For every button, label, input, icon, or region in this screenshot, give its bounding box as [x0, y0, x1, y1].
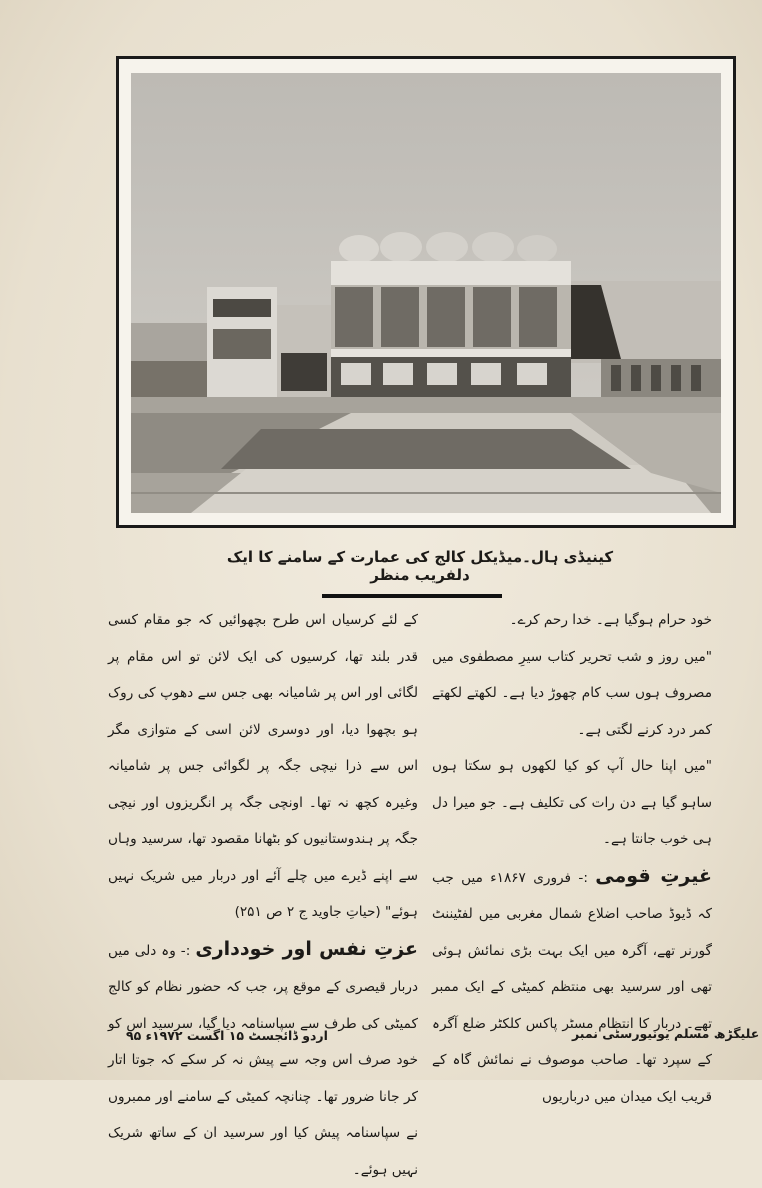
section-heading-izzat: عزتِ نفس اور خودداری	[195, 938, 418, 960]
left-column	[108, 602, 418, 1188]
left-paragraph-1: کے لئے کرسیاں اس طرح بچھوائیں کہ جو مقام کسی قدر بلند تھا، کرسیوں کی ایک لائن تو اس مقام پر لگائی اور اس پر شامیانہ بھی جس سے دھوپ کی روک ہو بچھوا دیا، اور دوسری لائن اسی کے متوازی مگر اس سے ذرا نیچی جگہ پر لگوائی جس پر شامیانہ وغیرہ کچھ نہ تھا۔ اونچی جگہ پر انگریزوں اور نیچی جگہ پر ہندوستانیوں کو بٹھانا مقصود تھا، سرسید وہاں سے اپنے ڈیرے میں چلے آئے اور دربار میں شریک نہیں ہوئے" (حیاتِ جاوید ج ۲ ص ۲۵۱)	[108, 602, 418, 931]
footer-issue-title: علیگڑھ مسلم یونیورسٹی نمبر	[572, 1026, 759, 1041]
left-section	[108, 931, 418, 1188]
right-paragraph-3: "میں اپنا حال آپ کو کیا لکھوں ہو سکتا ہوں ساہو گیا ہے دن رات کی تکلیف ہے۔ جو میرا دل ہی خوب جانتا ہے۔	[432, 748, 712, 858]
photo-caption: کینیڈی ہال۔میڈیکل کالج کی عمارت کے سامنے کا ایک دلفریب منظر	[220, 548, 620, 584]
section-heading-ghairat: غیرتِ قومی	[595, 865, 712, 887]
left-section-body: :- وہ دلی میں دربار قیصری کے موقع پر، جب کہ حضور نظام کو کالج کمیٹی کی طرف سے سپاسنامہ دیا گیا، سرسید اس کو خود صرف اس وجہ سے پیش نہ کر سکے کہ جوتا اتار کر جانا ضرور تھا۔ چنانچہ کمیٹی کے سامنے اور ممبروں نے سپاسنامہ پیش کیا اور سرسید ان کے ساتھ شریک نہیں ہوئے۔	[108, 943, 418, 1178]
footer-page-info: اردو ڈائجسٹ ۱۵ اگست ۱۹۷۲ء ۹۵	[126, 1028, 328, 1043]
kennedy-hall-photo	[131, 73, 721, 513]
right-section-body: :- فروری ۱۸۶۷ء میں جب کہ ڈیوڈ صاحب اضلاع شمال مغربی میں لفٹیننٹ گورنر تھے، آگرہ میں ایک بہت بڑی نمائش ہوئی تھی اور سرسید بھی منتظم کمیٹی کے ایک ممبر تھے۔ دربار کا انتظام مسٹر پاکس کلکٹر ضلع آگرہ کے سپرد تھا۔ صاحب موصوف نے نمائش گاہ کے قریب ایک میدان میں درباریوں	[432, 870, 712, 1105]
right-paragraph-2: "میں روز و شب تحریر کتاب سیرِ مصطفوی میں مصروف ہوں سب کام چھوڑ دیا ہے۔ لکھتے لکھتے کمر درد کرنے لگتی ہے۔	[432, 639, 712, 749]
right-paragraph-1: خود حرام ہوگیا ہے۔ خدا رحم کرے۔	[432, 602, 712, 639]
caption-divider	[322, 594, 502, 598]
right-section	[432, 858, 712, 1116]
photo-frame	[116, 56, 736, 528]
